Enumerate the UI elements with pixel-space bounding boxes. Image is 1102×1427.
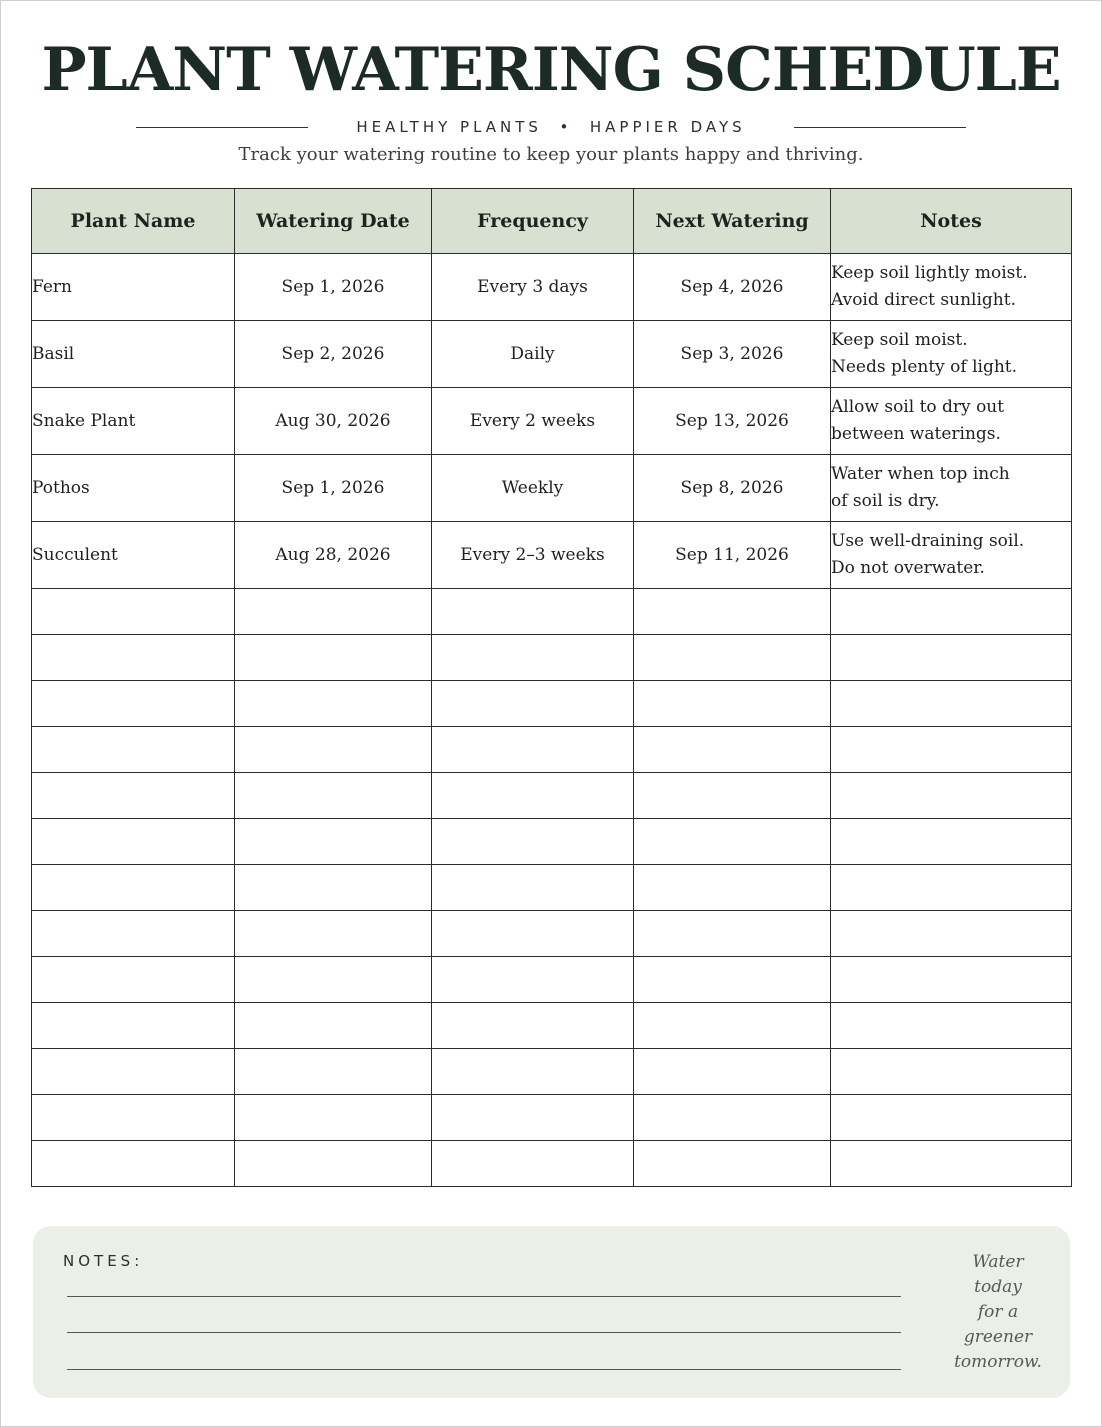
- frequency-cell[interactable]: Every 2 weeks: [432, 388, 634, 455]
- empty-cell[interactable]: [634, 819, 831, 865]
- table-row: [32, 254, 1072, 321]
- quote-line: Water: [972, 1252, 1024, 1272]
- empty-cell[interactable]: [634, 635, 831, 681]
- frequency-cell[interactable]: Weekly: [432, 455, 634, 522]
- empty-cell[interactable]: [32, 773, 235, 819]
- empty-cell[interactable]: [831, 635, 1072, 681]
- table-header-row: [32, 189, 1072, 254]
- notes-label: NOTES:: [63, 1252, 144, 1270]
- note-line: Keep soil moist.: [831, 330, 968, 350]
- empty-table-row: [32, 681, 1072, 727]
- empty-cell[interactable]: [831, 589, 1072, 635]
- empty-table-row: [32, 911, 1072, 957]
- watering-date-cell[interactable]: Sep 2, 2026: [235, 321, 432, 388]
- watering-date-cell[interactable]: Sep 1, 2026: [235, 254, 432, 321]
- table-row: [32, 455, 1072, 522]
- notes-writing-line[interactable]: [67, 1369, 901, 1370]
- empty-cell[interactable]: [634, 957, 831, 1003]
- empty-cell[interactable]: [831, 1141, 1072, 1187]
- empty-cell[interactable]: [831, 865, 1072, 911]
- empty-cell[interactable]: [235, 865, 432, 911]
- next-watering-cell[interactable]: Sep 11, 2026: [634, 522, 831, 589]
- table-row: [32, 321, 1072, 388]
- notes-cell[interactable]: [831, 455, 1072, 522]
- empty-table-row: [32, 865, 1072, 911]
- empty-cell[interactable]: [831, 727, 1072, 773]
- notes-writing-line[interactable]: [67, 1332, 901, 1333]
- empty-cell[interactable]: [235, 1049, 432, 1095]
- empty-cell[interactable]: [634, 1141, 831, 1187]
- watering-table: [31, 188, 1072, 1187]
- empty-cell[interactable]: [432, 957, 634, 1003]
- empty-cell[interactable]: [32, 1049, 235, 1095]
- empty-cell[interactable]: [432, 1141, 634, 1187]
- empty-cell[interactable]: [634, 1003, 831, 1049]
- quote-line: today: [974, 1277, 1022, 1297]
- note-line: Use well-draining soil.: [831, 531, 1025, 551]
- empty-table-row: [32, 819, 1072, 865]
- plant-name-cell[interactable]: Fern: [32, 254, 235, 321]
- tagline-rule-right: [794, 127, 966, 128]
- empty-cell[interactable]: [634, 589, 831, 635]
- empty-cell[interactable]: [831, 1003, 1072, 1049]
- empty-cell[interactable]: [32, 911, 235, 957]
- column-header-notes: Notes: [831, 189, 1072, 254]
- empty-cell[interactable]: [235, 589, 432, 635]
- empty-table-row: [32, 1003, 1072, 1049]
- frequency-cell[interactable]: Daily: [432, 321, 634, 388]
- empty-cell[interactable]: [634, 911, 831, 957]
- empty-table-row: [32, 727, 1072, 773]
- frequency-cell[interactable]: Every 2–3 weeks: [432, 522, 634, 589]
- empty-cell[interactable]: [235, 911, 432, 957]
- subtitle: Track your watering routine to keep your plants happy and thriving.: [238, 144, 864, 165]
- page-title: PLANT WATERING SCHEDULE: [41, 35, 1061, 105]
- next-watering-cell[interactable]: Sep 4, 2026: [634, 254, 831, 321]
- empty-cell[interactable]: [432, 1003, 634, 1049]
- empty-cell[interactable]: [432, 727, 634, 773]
- notes-cell[interactable]: [831, 522, 1072, 589]
- plant-name-cell[interactable]: Basil: [32, 321, 235, 388]
- empty-cell[interactable]: [235, 1095, 432, 1141]
- empty-cell[interactable]: [432, 1049, 634, 1095]
- empty-cell[interactable]: [32, 1141, 235, 1187]
- empty-cell[interactable]: [831, 819, 1072, 865]
- empty-cell[interactable]: [432, 589, 634, 635]
- table-row: [32, 388, 1072, 455]
- column-header-plant-name: Plant Name: [32, 189, 235, 254]
- table-row: [32, 522, 1072, 589]
- quote-text: [933, 1250, 1063, 1375]
- empty-cell[interactable]: [432, 911, 634, 957]
- note-line: between waterings.: [831, 424, 1001, 444]
- note-line: Needs plenty of light.: [831, 357, 1018, 377]
- note-line: Allow soil to dry out: [831, 397, 1005, 417]
- next-watering-cell[interactable]: Sep 3, 2026: [634, 321, 831, 388]
- empty-table-row: [32, 773, 1072, 819]
- column-header-watering-date: Watering Date: [235, 189, 432, 254]
- empty-cell[interactable]: [235, 727, 432, 773]
- empty-cell[interactable]: [32, 681, 235, 727]
- note-line: Keep soil lightly moist.: [831, 263, 1028, 283]
- empty-cell[interactable]: [831, 773, 1072, 819]
- watering-date-cell[interactable]: Aug 28, 2026: [235, 522, 432, 589]
- quote-line: tomorrow.: [954, 1352, 1042, 1372]
- empty-cell[interactable]: [831, 911, 1072, 957]
- notes-writing-line[interactable]: [67, 1296, 901, 1297]
- next-watering-cell[interactable]: Sep 13, 2026: [634, 388, 831, 455]
- empty-cell[interactable]: [432, 1095, 634, 1141]
- empty-cell[interactable]: [432, 773, 634, 819]
- note-line: Water when top inch: [831, 464, 1010, 484]
- column-header-frequency: Frequency: [432, 189, 634, 254]
- empty-cell[interactable]: [831, 1095, 1072, 1141]
- watering-date-cell[interactable]: Aug 30, 2026: [235, 388, 432, 455]
- table-body: [32, 254, 1072, 1187]
- note-line: Avoid direct sunlight.: [831, 290, 1016, 310]
- empty-cell[interactable]: [32, 727, 235, 773]
- empty-cell[interactable]: [432, 819, 634, 865]
- empty-table-row: [32, 957, 1072, 1003]
- empty-cell[interactable]: [432, 681, 634, 727]
- tagline: HEALTHY PLANTS • HAPPIER DAYS: [356, 118, 746, 136]
- empty-table-row: [32, 589, 1072, 635]
- empty-cell[interactable]: [32, 957, 235, 1003]
- empty-table-row: [32, 635, 1072, 681]
- empty-cell[interactable]: [235, 1141, 432, 1187]
- next-watering-cell[interactable]: Sep 8, 2026: [634, 455, 831, 522]
- quote-line: greener: [963, 1327, 1033, 1347]
- notes-section: [33, 1226, 1070, 1398]
- empty-cell[interactable]: [32, 1003, 235, 1049]
- empty-cell[interactable]: [32, 589, 235, 635]
- plant-name-cell[interactable]: Pothos: [32, 455, 235, 522]
- empty-cell[interactable]: [831, 681, 1072, 727]
- empty-table-row: [32, 1095, 1072, 1141]
- empty-cell[interactable]: [235, 1003, 432, 1049]
- notes-cell[interactable]: [831, 254, 1072, 321]
- empty-cell[interactable]: [831, 1049, 1072, 1095]
- empty-cell[interactable]: [235, 773, 432, 819]
- note-line: of soil is dry.: [831, 491, 940, 511]
- empty-cell[interactable]: [634, 727, 831, 773]
- quote-line: for a: [977, 1302, 1019, 1322]
- empty-cell[interactable]: [235, 681, 432, 727]
- plant-name-cell[interactable]: Succulent: [32, 522, 235, 589]
- empty-cell[interactable]: [634, 681, 831, 727]
- empty-cell[interactable]: [32, 635, 235, 681]
- empty-cell[interactable]: [32, 1095, 235, 1141]
- empty-cell[interactable]: [634, 865, 831, 911]
- empty-cell[interactable]: [634, 1095, 831, 1141]
- column-header-next-watering: Next Watering: [634, 189, 831, 254]
- note-line: Do not overwater.: [831, 558, 985, 578]
- empty-table-row: [32, 1049, 1072, 1095]
- tagline-row: [136, 115, 966, 139]
- plant-name-cell[interactable]: Snake Plant: [32, 388, 235, 455]
- frequency-cell[interactable]: Every 3 days: [432, 254, 634, 321]
- empty-cell[interactable]: [32, 819, 235, 865]
- empty-cell[interactable]: [235, 957, 432, 1003]
- watering-date-cell[interactable]: Sep 1, 2026: [235, 455, 432, 522]
- tagline-rule-left: [136, 127, 308, 128]
- empty-cell[interactable]: [235, 635, 432, 681]
- empty-cell[interactable]: [831, 957, 1072, 1003]
- empty-cell[interactable]: [432, 865, 634, 911]
- notes-cell[interactable]: [831, 321, 1072, 388]
- empty-cell[interactable]: [432, 635, 634, 681]
- empty-cell[interactable]: [634, 773, 831, 819]
- empty-cell[interactable]: [235, 819, 432, 865]
- empty-cell[interactable]: [32, 865, 235, 911]
- empty-table-row: [32, 1141, 1072, 1187]
- notes-cell[interactable]: [831, 388, 1072, 455]
- empty-cell[interactable]: [634, 1049, 831, 1095]
